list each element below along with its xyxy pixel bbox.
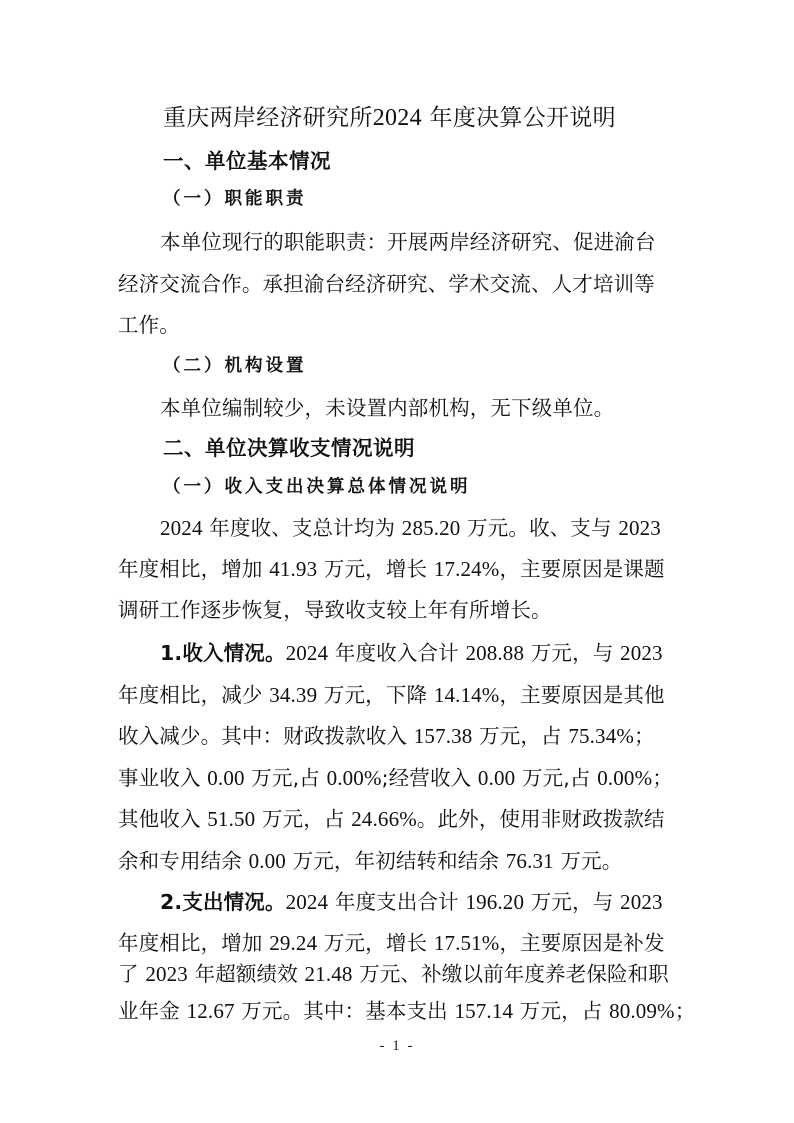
section-heading-1: 一、单位基本情况 [163,149,331,173]
value: 2024 [285,641,329,665]
paragraph-line [118,929,665,957]
text: 年度支出合计 [328,890,466,914]
text: ，主要原因是课题 [499,557,665,581]
title-year: 2024 [372,105,422,131]
text: 年度相比，增加 [118,931,270,955]
value: 0.00 [477,766,516,790]
paragraph-line [118,555,665,583]
value: 17.51% [433,931,500,955]
text: 事业收入 [118,766,208,790]
value: 2024 [285,890,329,914]
value: 2023 [620,641,663,665]
value: 196.20 [465,890,525,914]
text: 万元，下降 [317,683,434,707]
value: 14.14% [433,683,500,707]
paragraph-line: 调研工作逐步恢复，导致收支较上年有所增长。 [118,598,552,622]
text: 业年金 [118,999,187,1023]
text: 万元，增长 [317,931,434,955]
text: ； [652,766,673,790]
paragraph-line: 本单位现行的职能职责：开展两岸经济研究、促进渝台 [160,230,656,254]
text: 万元，与 [524,641,621,665]
text: ;经营收入 [381,766,478,790]
paragraph-line [118,960,669,988]
text: 余和专用结余 [118,849,249,873]
text: ； [634,724,655,748]
title-text-post: 年度决算公开说明 [421,105,616,131]
value: 0.00% [597,766,653,790]
paragraph-line: 工作。 [118,313,180,337]
paragraph-line [118,805,665,833]
value: 208.88 [465,641,525,665]
paragraph-line [118,997,695,1025]
text: 年超额绩效 [187,962,305,986]
text: 了 [118,962,146,986]
paragraph-line [118,764,673,792]
paragraph-line [160,639,663,667]
text: 万元。其中：基本支出 [234,999,455,1023]
value: 41.93 [269,557,318,581]
text: 万元,占 [244,766,327,790]
value: 0.00 [248,849,286,873]
value: 21.48 [304,962,353,986]
value: 285.20 [401,516,461,540]
page-number: - 1 - [379,1038,415,1054]
value: 80.09% [609,999,675,1023]
paragraph-line [160,514,661,542]
paragraph-line [118,722,655,750]
subsection-heading-overview: （一）收入支出决算总体情况说明 [163,477,471,497]
subsection-heading-duties: （一）职能职责 [163,189,307,209]
value: 0.00 [207,766,245,790]
text: 其他收入 [118,807,208,831]
paragraph-line [118,847,622,875]
text: 万元，与 [524,890,621,914]
value: 2023 [618,516,661,540]
value: 75.34% [568,724,635,748]
value: 2023 [620,890,663,914]
income-label: 1.收入情况。 [160,641,286,665]
text: 万元，增长 [317,557,434,581]
paragraph-line: 本单位编制较少，未设置内部机构，无下级单位。 [160,396,615,420]
text: 年度相比，增加 [118,557,270,581]
value: 157.14 [454,999,514,1023]
value: 2024 [160,516,203,540]
text: ，主要原因是其他 [499,683,665,707]
text: 万元。收、支与 [460,516,619,540]
text: 。此外，使用非财政拨款结 [416,807,665,831]
document-title [163,104,616,132]
paragraph-line: 经济交流合作。承担渝台经济研究、学术交流、人才培训等 [118,272,655,296]
value: 17.24% [433,557,500,581]
subsection-heading-structure: （二）机构设置 [163,356,307,376]
value: 34.39 [269,683,318,707]
expense-label: 2.支出情况。 [160,890,286,914]
text: 万元，占 [255,807,352,831]
paragraph-line [118,681,665,709]
value: 12.67 [186,999,235,1023]
section-heading-2: 二、单位决算收支情况说明 [163,436,415,460]
value: 29.24 [269,931,318,955]
title-text: 重庆两岸经济研究所 [163,105,373,131]
text: ； [674,999,696,1023]
text: 万元，年初结转和结余 [285,849,506,873]
value: 76.31 [505,849,554,873]
text: 年度收入合计 [328,641,466,665]
value: 0.00% [326,766,382,790]
text: 年度相比，减少 [118,683,270,707]
text: ，主要原因是补发 [499,931,665,955]
value: 157.38 [413,724,473,748]
text: 收入减少。其中：财政拨款收入 [118,724,414,748]
value: 2023 [145,962,188,986]
text: 万元，占 [513,999,610,1023]
paragraph-line [160,888,663,916]
value: 24.66% [351,807,417,831]
text: 年度收、支总计均为 [202,516,402,540]
value: 51.50 [207,807,256,831]
text: 万元，占 [472,724,569,748]
text: 万元、补缴以前年度养老保险和职 [352,962,669,986]
text: 万元。 [553,849,623,873]
text: 万元,占 [515,766,598,790]
